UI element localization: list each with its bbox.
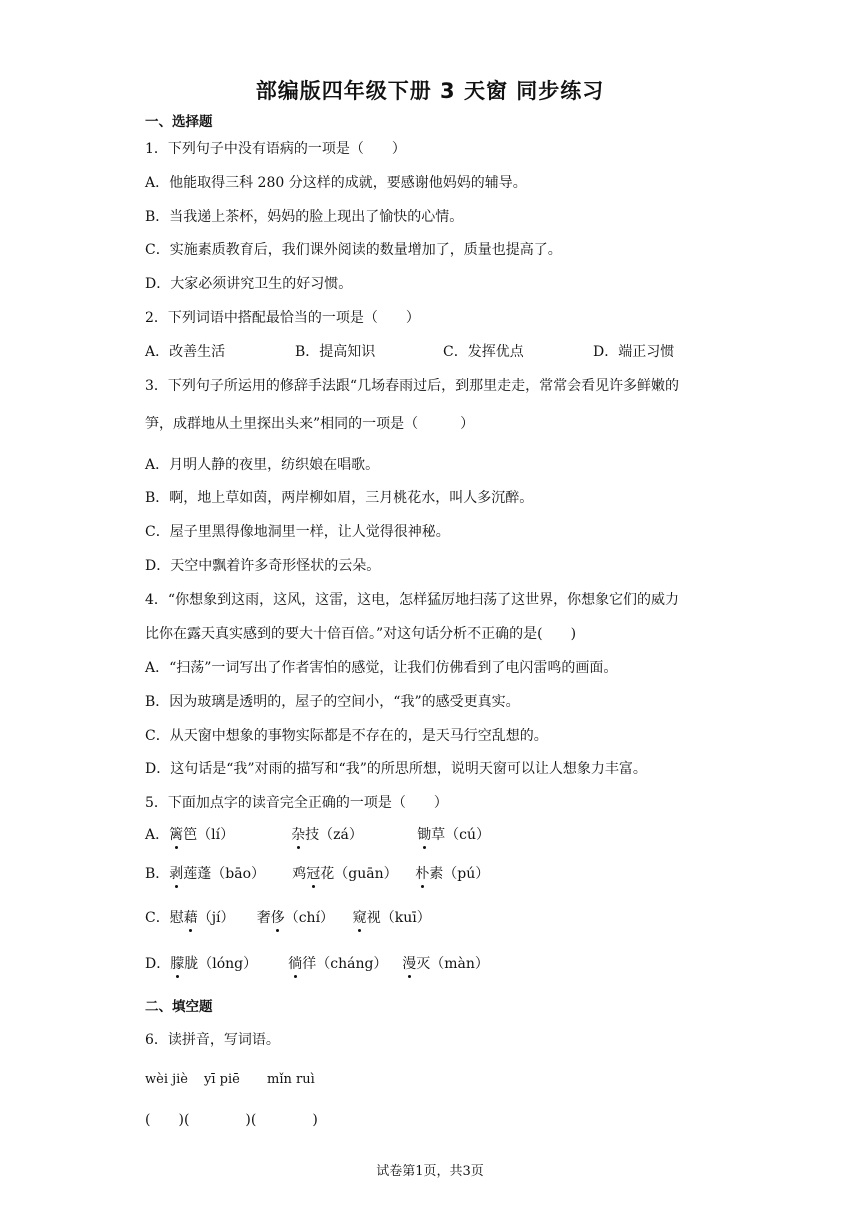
option-letter: C． [145,910,170,926]
dotted-char: 朴 [415,866,430,882]
dotted-char: 剥 [169,866,184,882]
option-letter: D． [145,956,171,972]
pinyin-item: 鸡冠花（guān） [292,866,398,882]
pinyin-item: 篱笆（lí） [169,827,235,843]
option-letter: B． [145,866,170,882]
question-2-options [145,342,674,362]
answer-blank[interactable]: ( ) [145,1112,184,1128]
question-2-option-d: D．端正习惯 [593,344,675,360]
pinyin-item: 漫灭（màn） [402,956,489,972]
page-footer: 试卷第1页，共3页 [376,1164,484,1179]
question-5-option-d [145,954,489,974]
pinyin-word: mǐn ruì [267,1072,315,1087]
pinyin-item: 慰藉（jí） [169,910,235,926]
question-1-option-d: D．大家必须讲究卫生的好习惯。 [145,276,353,292]
question-6-pinyin [145,1070,315,1090]
question-5-stem: 5．下面加点字的读音完全正确的一项是（ ） [145,795,448,811]
dotted-char: 漫 [402,956,417,972]
pinyin-item: 徜徉（cháng） [288,956,388,972]
question-5-option-b [145,864,489,884]
question-3-option-b: B．啊，地上草如茵，两岸柳如眉，三月桃花水，叫人多沉醉。 [145,490,534,506]
question-1-stem: 1．下列句子中没有语病的一项是（ ） [145,141,406,157]
question-3-stem-line2: 笋，成群地从土里探出头来”相同的一项是（ ） [145,416,475,432]
section-heading-fill: 二、填空题 [145,999,213,1015]
question-2-option-b: B．提高知识 [295,344,376,360]
question-4-stem-line2: 比你在露天真实感到的要大十倍百倍。”对这句话分析不正确的是( ) [145,626,577,642]
pinyin-word: wèi jiè [145,1072,188,1087]
section-heading-choice: 一、选择题 [145,114,213,130]
answer-blank[interactable]: ( ) [183,1112,251,1128]
question-3-option-c: C．屋子里黑得像地洞里一样，让人觉得很神秘。 [145,524,450,540]
pinyin-item: 朴素（pú） [415,866,490,882]
question-3-stem-line1: 3．下列句子所运用的修辞手法跟“几场春雨过后，到那里走走，常常会看见许多鲜嫩的 [145,378,680,394]
dotted-char: 窥 [352,910,367,926]
question-1-option-c: C．实施素质教育后，我们课外阅读的数量增加了，质量也提高了。 [145,242,562,258]
option-letter: A． [145,827,170,843]
dotted-char: 徜 [288,956,303,972]
dotted-char: 篱 [169,827,184,843]
question-6-stem: 6．读拼音，写词语。 [145,1032,280,1048]
dotted-char: 杂 [291,827,306,843]
question-4-stem-line1: 4．“你想象到这雨，这风，这雷，这电，怎样猛厉地扫荡了这世界，你想象它们的威力 [145,592,680,608]
pinyin-item: 杂技（zá） [291,827,363,843]
question-4-option-d: D．这句话是“我”对雨的描写和“我”的所思所想，说明天窗可以让人想象力丰富。 [145,761,647,777]
question-2-option-a: A．改善生活 [145,344,226,360]
dotted-char: 冠 [306,866,321,882]
dotted-char: 藉 [183,910,198,926]
pinyin-word: yī piē [204,1072,240,1087]
question-4-option-c: C．从天窗中想象的事物实际都是不存在的，是天马行空乱想的。 [145,728,548,744]
question-5-option-c [145,908,431,928]
question-2-stem: 2．下列词语中搭配最恰当的一项是（ ） [145,310,420,326]
dotted-char: 朦 [170,956,185,972]
answer-blank[interactable]: ( ) [250,1112,318,1128]
dotted-char: 锄 [417,827,432,843]
question-3-option-d: D．天空中飘着许多奇形怪状的云朵。 [145,558,381,574]
pinyin-item: 锄草（cú） [417,827,490,843]
pinyin-item: 朦胧（lóng） [170,956,258,972]
pinyin-item: 窥视（kuī） [352,910,431,926]
question-2-option-c: C．发挥优点 [443,344,524,360]
question-3-option-a: A．月明人静的夜里，纺织娘在唱歌。 [145,457,380,473]
question-6-blanks [145,1110,318,1130]
dotted-char: 侈 [270,910,285,926]
question-4-option-a: A．“扫荡”一词写出了作者害怕的感觉，让我们仿佛看到了电闪雷鸣的画面。 [145,660,618,676]
question-5-option-a [145,825,490,845]
question-1-option-b: B．当我递上茶杯，妈妈的脸上现出了愉快的心情。 [145,209,464,225]
page-title: 部编版四年级下册 3 天窗 同步练习 [255,79,605,103]
pinyin-item: 剥莲蓬（bāo） [169,866,266,882]
question-1-option-a: A．他能取得三科 280 分这样的成就，要感谢他妈妈的辅导。 [145,175,527,191]
question-4-option-b: B．因为玻璃是透明的，屋子的空间小，“我”的感受更真实。 [145,694,520,710]
pinyin-item: 奢侈（chí） [256,910,335,926]
